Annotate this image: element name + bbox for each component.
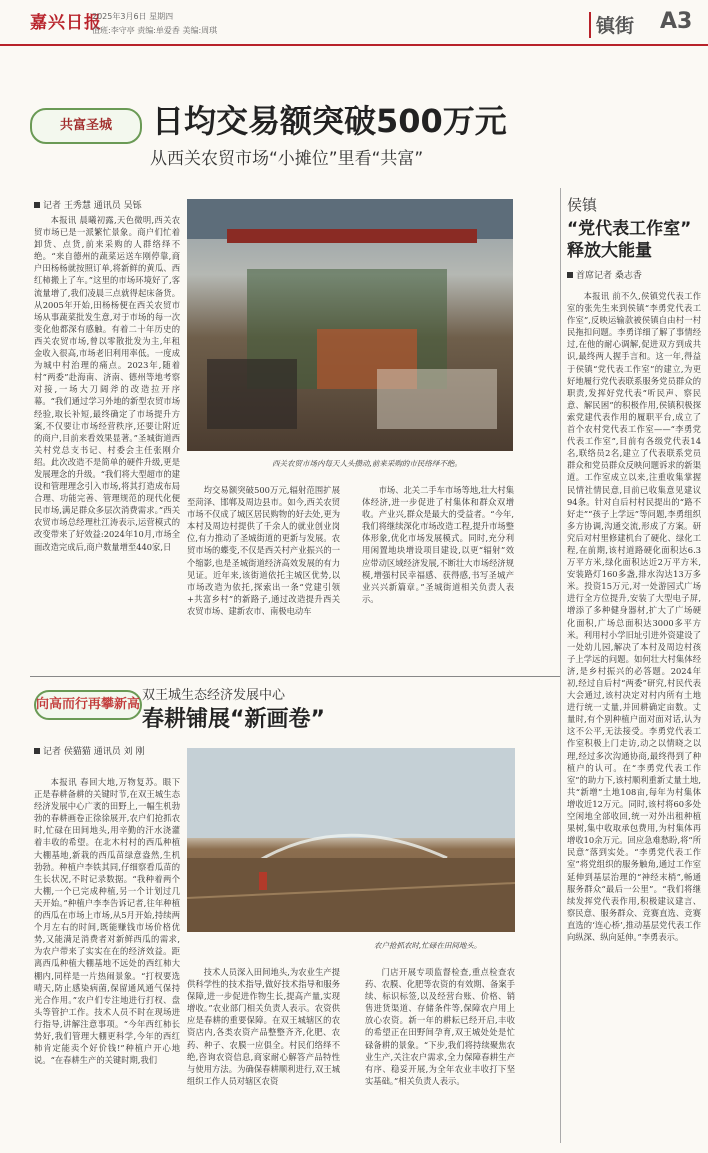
article2-column-1: [34, 776, 180, 1146]
issue-date: 2025年3月6日 星期四: [92, 12, 174, 21]
article2-text-2: 技术人员深入田间地头,为农业生产提供科学性的技术指导,做好技术指导和服务保障,进一步促进作物生长,提高产量,实现增收。”农业部门相关负责人表示。农资供应是春耕的重要保障。在双王城辖区的农资店内,各类农资产品整整齐齐,化肥、农药、种子、农膜一应俱全。村民们络绎不绝,咨询农资信息,商家耐心解答产品特性与使用方法。为确保春耕顺利进行,双王城组织工作人员对辖区农资: [187, 967, 340, 1086]
article3-text: 本报讯 前不久,侯镇党代表工作室的张先生来到侯镇“李勇党代表工作室”,反映运输款被侯镇自由村一村民拖扣问题。李勇详细了解了事情经过,在他的耐心调解,促进双方到成共识,最终两人握手言和。这一年,得益于侯镇“党代表工作室”的建立,为更好地履行党代表联系服务党员群众的职责,发挥好党代表“听民声、察民意、解民困”的积极作用,侯镇积极探索党建代表作用的履职平台,成立了首个农村党代表工作室——“李勇党代表工作室”,目前有各级党代表14名,联络员2名,建立了代表联系党员群众和党员群众反映问题诉求的新渠道。工作室成立以来,注重收集掌握民情社情民意,目前已收集意见建议94条。针对自后村村民提出的“路不好走”“孩子上学远”等问题,李勇组织多方协调,沟通交流,形成了方案。研究后对村里修建机台了硬化、绿化工程,在前期,该村道路硬化面积达6.3万平方米,绿化面积达近2万平方米,安装路灯160多盏,排水沟达13万多米。投资15万元,对一处游园式广场进行全方位提升,安装了大型电子屏,增添了多种健身器材,扩大了广场硬化面积,广场总面积达3000多平方米。利用村小学旧址引进外资建设了一处幼儿园,解决了本村及周边村孩子上学远的问题。如何壮大村集体经济,是乡村振兴的必答题。2024年初,经过自后村“两委”研究,村民代表大会通过,该村决定对村内所有土地进行统一丈量,并回耕确定亩数。丈量时,有个别种植户面对面对话,认为这不公平,无法接受。李勇党代表工作室积极上门走访,动之以情晓之以理,经过多次沟通协商,最终得到了种植户的认可。在“李勇党代表工作室”的助力下,该村顺利重新丈量土地,共“新增”土地108亩,每年为村集体增收近12万元。同时,该村将60多处空闲地全部收回,统一对外出租种植果树,集中收取承包费用,为村集体再增收10余万元。回应急难愁盼,将“所民意”落到实处。“李勇党代表工作室”将党组织的服务触角,通过工作室延伸到基层治理的“神经末梢”,畅通服务群众“最后一公里”。“我们将继续发挥党代表作用,积极建议建言、察民意、服务群众、竞赛直选、竞赛直选的‘连心桥’,推动基层党代表工作向纵深、纵向延伸。”李勇表示。: [567, 291, 701, 942]
article1-byline: [34, 198, 142, 211]
article2-headline: 春耕铺展“新画卷”: [142, 707, 325, 732]
header-rule: [0, 44, 708, 46]
article1-column-1: [34, 214, 180, 662]
article2-column-3: [365, 966, 515, 1146]
section-divider: [30, 676, 560, 677]
article1-headline: 日均交易额突破500万元: [152, 102, 507, 140]
article1-text-1: 本报讯 晨曦初露,天色微明,西关农贸市场已是一派繁忙景象。商户们忙着卸货、点货,前来采购的人群络绎不绝。“来自德州的蔬菜运送车刚停靠,商户田杨杨就按照订单,将新鲜的黄瓜、西红柿搬上了车。”这里的市场环境好了,客流量增了,我们凌晨三点就得起床备货。从2005年开始,田杨杨便在西关农贸市场从事蔬菜批发生意,对于市场的每一次变化他都深有感触。有着二十年历史的西关农贸市场,曾以零散批发为主,年租金收入很高,市场老旧利用率低。一度成为城中村治理的痛点。2023年,随着村“两委”赴海南、济南、德州等地考察对接,一场大刀阔斧的改造拉开序幕。“我们通过学习外地的新型农贸市场经验,取长补短,最终确定了市场提升方案,不仅要让市场经营秩序,还要让附近的商户,目前来看效果显著。”圣城街道西关村党总支书记、村委会主任张刚介绍。此次改造不是简单的硬件升级,更是发展理念的升级。“我们将大型超市的建设和管理理念引入市场,将其打造成布局合理、功能完善、管理规范的现代化便民市场,满足群众多层次消费需求。”西关农贸市场总经理杜江涛表示,运营模式的改变带来了好效益:2024年10月,市场全面改造完成后,商户数量增至440家,日: [34, 215, 180, 552]
article1-column-2: [187, 484, 340, 664]
page-header: [0, 0, 708, 48]
farmland-photo: [187, 748, 515, 932]
market-photo-illustration: [187, 199, 513, 451]
article3-headline-line1: “党代表工作室”: [567, 219, 692, 239]
square-bullet-icon: [34, 202, 40, 208]
column-badge-xianggao: 向高而行再攀新高: [34, 690, 142, 720]
column-badge-gongfu: 共富圣城: [30, 108, 142, 144]
page-number: A3: [660, 9, 693, 34]
article1-text-3: 市场、北关二手车市场等地,壮大村集体经济,进一步促进了村集体和群众双增收。产业兴,群众是最大的受益者。“今年,我们将继续深化市场改造工程,提升市场整体形象,优化市场发展模式。同时,充分利用闲置地块增设项目建设,以更“辐射”效应带动区域经济发展,不断壮大市场经济规模,增强村民幸福感、获得感,书写圣城产业兴兴新篇章。”圣城街道相关负责人表示。: [362, 485, 514, 604]
newspaper-masthead: 嘉兴日报: [30, 13, 102, 33]
column-rule: [560, 188, 561, 1143]
article2-kicker: 双王城生态经济发展中心: [142, 688, 286, 703]
article2-text-3: 门店开展专项监督检查,重点检查农药、农膜、化肥等农资的有效期、备案手续、标识标签,以及经营台账、价格、销售进货渠道、存储条件等,保障农户用上放心农资。新一年的耕耘已经开启,丰收的希望正在田野间孕育,双王城处处是忙碌备耕的景象。“下步,我们将持续聚焦农业生产,关注农户需求,全力保障春耕生产有序、稳妥开展,为全年农业丰收打下坚实基础。”相关负责人表示。: [365, 967, 515, 1086]
article2-byline-text: 记者 侯猫猫 通讯员 刘 刚: [43, 747, 145, 757]
article3-column: [567, 290, 701, 1146]
article1-byline-text: 记者 王秀慧 通讯员 吴铄: [43, 201, 142, 211]
market-photo-caption: 西关农贸市场内每天人头攒动,前来采购的市民络绎不绝。: [272, 459, 462, 468]
article3-kicker: 侯镇: [567, 196, 598, 214]
square-bullet-icon: [567, 272, 573, 278]
farmland-photo-illustration: [187, 748, 515, 932]
market-photo: [187, 199, 513, 451]
article3-byline-text: 首席记者 桑志香: [576, 271, 642, 281]
farmland-photo-caption: 农户抢抓农时,忙碌在田间地头。: [374, 941, 482, 950]
article3-headline-line2: 释放大能量: [567, 241, 652, 261]
editors-line: 值班:李守亭 责编:单爱香 美编:周琪: [92, 26, 218, 35]
article2-text-1: 本报讯 春回大地,万物复苏。眼下正是春耕备耕的关键时节,在双王城生态经济发展中心广袤的田野上,一幅生机勃勃的春耕画卷正徐徐展开,农户们抢抓农时,忙碌在田间地头,用辛勤的汗水浇灌着丰收的希望。在北木村村的西瓜种植大棚基地,新栽的西瓜苗绿意盎然,生机勃勃。种植户李铁其同,仔细察看瓜苗的生长状况,不时记录数据。“我种着两个大棚,一个已完成种植,另一个计划过几天开始。”种植户李李告诉记者,往年种植的西瓜在市场上市场,从5月开始,持续两个月左右的时间,既能赚钱市场价格优势,又能满足消费者对新鲜西瓜的需求,为农户带来了实实在在的经济效益。距离西瓜种植大棚基地不远处的西红柿大棚内,同样是一片热闹景象。“打杈要选晴天,防止感染病菌,保留通风通气保持光合作用。”农户们专注地进行打杈、盘头等管护工作。技术人员不时在现场进行指导,讲解注意事项。“今年西红柿长势好,我们管理大棚更科学,今年的西红柿肯定能卖个好价钱!”种植户开心地说。“在春耕生产的关键时期,我们: [34, 777, 180, 1066]
article2-column-2: [187, 966, 340, 1146]
article1-text-2: 均交易额突破500万元,辐射范围扩展至菏泽、邯郸及周边县市。如今,西关农贸市场不仅成了城区居民购物的好去处,更为本村及周边村提供了千余人的就业创业岗位,有力推动了圣城街道的更新与发展。农贸市场的蝶变,不仅是西关村产业振兴的一个缩影,也是圣城街道经济高效发展的有力见证。近年来,该街道依托主城区优势,以市场改造为依托,探索出一条“党建引领+共富乡村”的新路子,通过改造提升西关农贸市场、建新农市、南极电动车: [187, 485, 340, 616]
article2-byline: [34, 746, 180, 759]
square-bullet-icon: [34, 748, 40, 754]
article1-column-3: [362, 484, 514, 664]
header-divider: [589, 12, 591, 38]
article1-subheadline: 从西关农贸市场“小摊位”里看“共富”: [150, 149, 424, 169]
section-name: 镇街: [596, 15, 635, 37]
article3-byline: [567, 268, 642, 281]
